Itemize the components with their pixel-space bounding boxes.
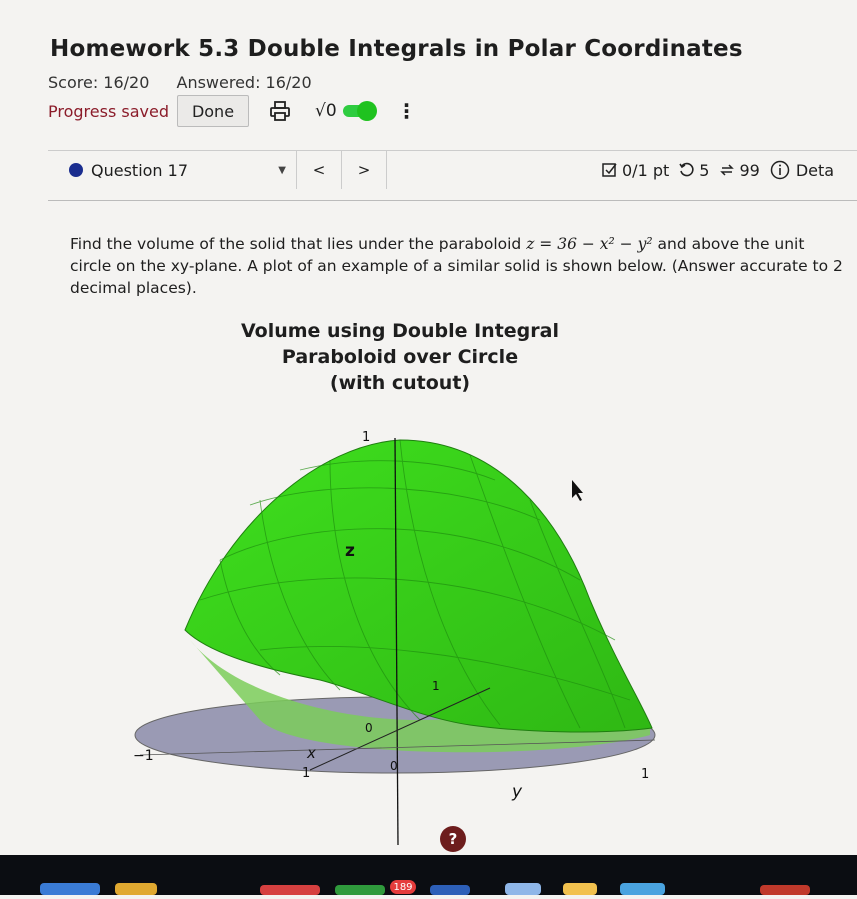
taskbar — [0, 855, 857, 895]
more-options-icon[interactable]: ⋮ — [396, 99, 417, 123]
details-button[interactable] — [770, 160, 834, 180]
next-question-button[interactable]: > — [342, 151, 387, 189]
help-button[interactable]: ? — [440, 826, 466, 852]
plot-y-tick-one: 1 — [641, 767, 650, 782]
score-row — [48, 73, 334, 92]
progress-row — [48, 95, 417, 127]
plot-tick-zero-b: 0 — [390, 759, 398, 773]
plot-z-tick: 1 — [362, 430, 371, 445]
page-title: Homework 5.3 Double Integrals in Polar Coordinates — [50, 36, 743, 62]
paraboloid-equation: z = 36 − x² − y² — [526, 235, 653, 253]
chevron-down-icon: ▼ — [278, 164, 286, 176]
question-label: Question 17 — [91, 160, 189, 180]
plot-tick-zero-a: 0 — [365, 721, 373, 735]
retry-icon — [679, 162, 695, 178]
problem-statement — [70, 233, 850, 299]
question-info — [602, 160, 844, 180]
info-icon — [770, 160, 790, 180]
done-button[interactable]: Done — [177, 95, 249, 127]
plot-title-line2: Paraboloid over Circle — [281, 346, 519, 368]
checkbox-icon — [602, 162, 618, 178]
submissions-info — [719, 161, 759, 180]
plot-x-tick-neg: −1 — [133, 748, 154, 764]
plot-title-line3: (with cutout) — [329, 372, 471, 394]
points-info — [602, 161, 669, 180]
mouse-cursor-icon — [572, 480, 583, 501]
progress-saved-text: Progress saved — [48, 101, 169, 121]
math-preview-toggle[interactable] — [343, 105, 373, 117]
problem-text-before: Find the volume of the solid that lies under the paraboloid — [70, 235, 522, 253]
score-text: Score: 16/20 — [48, 73, 150, 92]
question-select[interactable] — [56, 151, 297, 189]
taskbar-apps-icon — [0, 855, 857, 895]
submissions-text: 99 — [739, 160, 760, 180]
plot-x-label: x — [307, 744, 316, 762]
plot-x-tick-one: 1 — [302, 766, 311, 781]
plot-y-label: y — [512, 782, 523, 802]
plot-tick-mid-one: 1 — [432, 679, 440, 693]
points-text: 0/1 pt — [622, 160, 670, 180]
divider — [48, 200, 857, 201]
notification-badge: 189 — [390, 880, 416, 894]
answered-text: Answered: 16/20 — [176, 73, 312, 92]
retries-info — [679, 161, 709, 180]
math-preview-label: √0 — [314, 101, 337, 121]
print-icon[interactable] — [269, 100, 291, 122]
submissions-icon — [719, 162, 735, 178]
problem-text-after: and above the unit circle on the xy-plane. A plot of an example of a similar solid is shown below. (Answer accurate to 2 decimal places). — [70, 235, 843, 297]
details-text: Deta — [795, 160, 835, 180]
question-nav-bar — [56, 150, 387, 190]
3d-plot — [0, 400, 857, 855]
plot-z-label: z — [345, 541, 355, 561]
question-status-dot-icon — [69, 163, 83, 177]
prev-question-button[interactable]: < — [297, 151, 342, 189]
retries-text: 5 — [699, 160, 710, 180]
plot-title-line1: Volume using Double Integral — [241, 320, 559, 342]
